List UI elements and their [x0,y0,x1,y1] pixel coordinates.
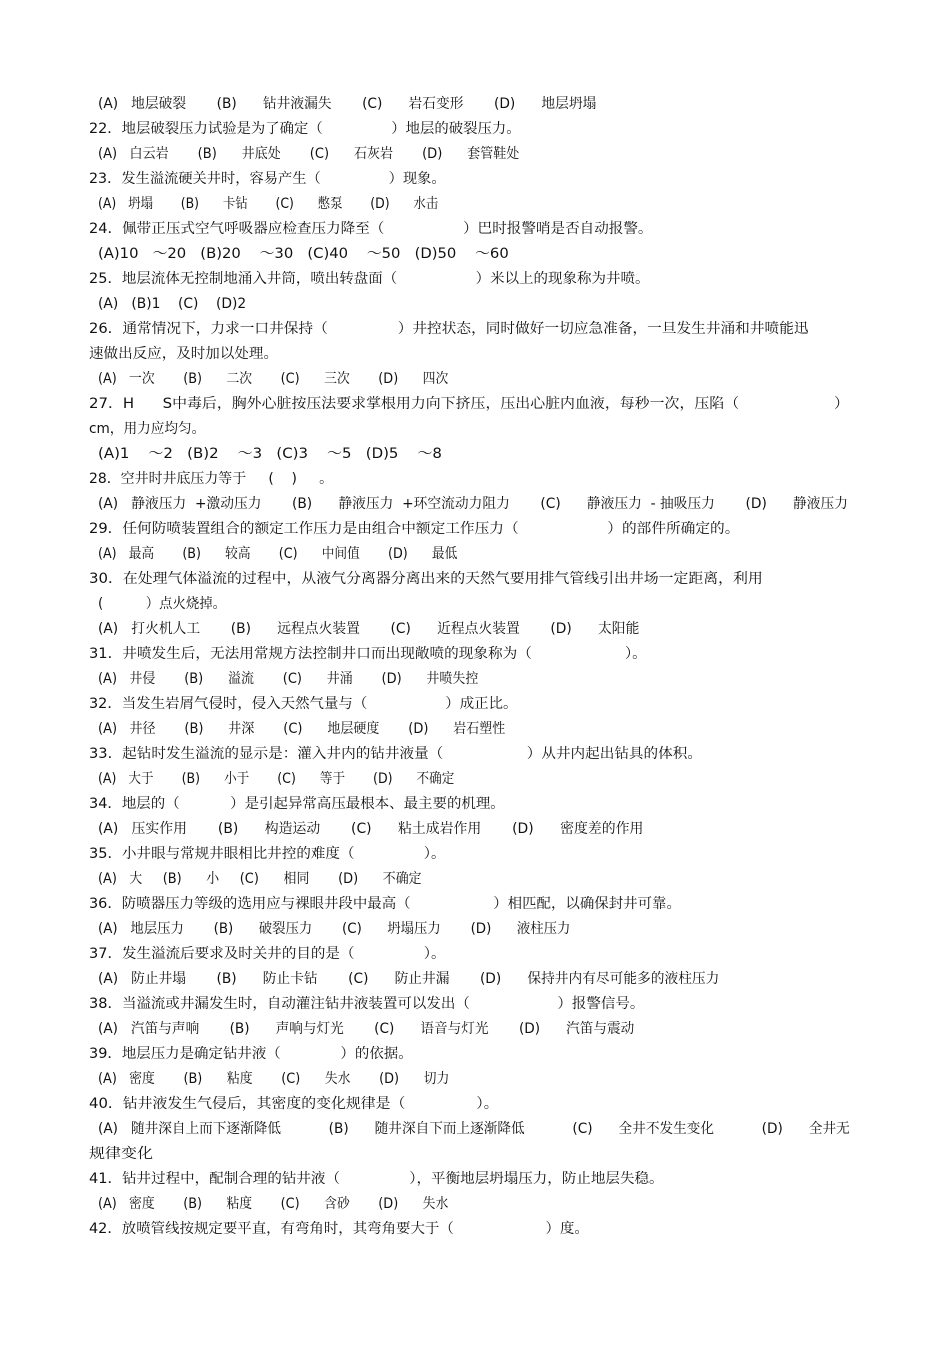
answer-options: (A) 压实作用 (B) 构造运动 (C) 粘土成岩作用 (D) 密度差的作用 [98,821,644,837]
question-text: 37．发生溢流后要求及时关井的目的是（ ）。 [89,946,446,962]
answer-options: (A) 大 (B) 小 (C) 相同 (D) 不确定 [98,871,422,887]
answer-options: (A) 井侵 (B) 溢流 (C) 井涌 (D) 井喷失控 [98,671,479,687]
question-text: 34．地层的（ ）是引起异常高压最根本、最主要的机理。 [89,796,505,812]
question-text: 41．钻井过程中，配制合理的钻井液（ ），平衡地层坍塌压力，防止地层失稳。 [89,1171,664,1187]
answer-options: (A) 一次 (B) 二次 (C) 三次 (D) 四次 [98,371,449,387]
question-text: 29．任何防喷装置组合的额定工作压力是由组合中额定工作压力（ ）的部件所确定的。 [89,521,740,537]
answer-options: (A)10 ～20 (B)20 ～30 (C)40 ～50 (D)50 ～60 [98,246,509,262]
question-text: 28．空井时井底压力等于 ( ) 。 [89,471,334,487]
answer-options: (A) 打火机人工 (B) 远程点火装置 (C) 近程点火装置 (D) 太阳能 [98,621,640,637]
answer-options: (A) 大于 (B) 小于 (C) 等于 (D) 不确定 [98,771,455,787]
question-text: 24．佩带正压式空气呼吸器应检查压力降至（ ）巴时报警哨是否自动报警。 [89,221,653,237]
question-text: cm，用力应均匀。 [89,421,206,437]
answer-options: (A) 地层破裂 (B) 钻井液漏失 (C) 岩石变形 (D) 地层坍塌 [98,96,597,112]
answer-options: (A) 地层压力 (B) 破裂压力 (C) 坍塌压力 (D) 液柱压力 [98,921,571,937]
question-text: 规律变化 [89,1146,153,1162]
answer-options: (A) 密度 (B) 粘度 (C) 失水 (D) 切力 [98,1071,450,1087]
question-text: 25．地层流体无控制地涌入井筒，喷出转盘面（ ）米以上的现象称为井喷。 [89,271,650,287]
answer-options: ( ）点火烧掉。 [98,596,226,612]
question-text: 26．通常情况下，力求一口井保持（ ）井控状态，同时做好一切应急准备，一旦发生井涌和井喷能迅 [89,321,809,337]
question-text: 速做出反应，及时加以处理。 [89,346,278,362]
answer-options: (A) 汽笛与声响 (B) 声响与灯光 (C) 语音与灯光 (D) 汽笛与震动 [98,1021,635,1037]
question-text: 36．防喷器压力等级的选用应与裸眼井段中最高（ ）相匹配，以确保封井可靠。 [89,896,681,912]
answer-options: (A) 井径 (B) 井深 (C) 地层硬度 (D) 岩石塑性 [98,721,506,737]
question-text: 42．放喷管线按规定要平直，有弯角时，其弯角要大于（ ）度。 [89,1221,589,1237]
answer-options: (A) 防止井塌 (B) 防止卡钻 (C) 防止井漏 (D) 保持井内有尽可能多的液柱压力 [98,971,720,987]
answer-options: (A) 白云岩 (B) 井底处 (C) 石灰岩 (D) 套管鞋处 [98,146,520,162]
question-text: 27．H S中毒后，胸外心脏按压法要求掌根用力向下挤压，压出心脏内血液，每秒一次，压陷（ ） [89,396,849,412]
answer-options: (A) 静液压力 +激动压力 (B) 静液压力 +环空流动力阻力 (C) 静液压力 - 抽吸压力 (D) 静液压力 [98,496,849,512]
answer-options: (A) 最高 (B) 较高 (C) 中间值 (D) 最低 [98,546,458,562]
answer-options: (A) 密度 (B) 粘度 (C) 含砂 (D) 失水 [98,1196,449,1212]
answer-options: (A) 坍塌 (B) 卡钻 (C) 憋泵 (D) 水击 [98,196,439,212]
question-text: 33．起钻时发生溢流的显示是：灌入井内的钻井液量（ ）从井内起出钻具的体积。 [89,746,702,762]
question-text: 35．小井眼与常规井眼相比井控的难度（ ）。 [89,846,446,862]
question-text: 30．在处理气体溢流的过程中，从液气分离器分离出来的天然气要用排气管线引出井场一定距离，利用 [89,571,763,587]
question-text: 40．钻井液发生气侵后，其密度的变化规律是（ ）。 [89,1096,499,1112]
question-text: 39．地层压力是确定钻井液（ ）的依据。 [89,1046,413,1062]
question-text: 23．发生溢流硬关井时，容易产生（ ）现象。 [89,171,446,187]
question-text: 38．当溢流或井漏发生时，自动灌注钻井液装置可以发出（ ）报警信号。 [89,996,645,1012]
question-text: 32．当发生岩屑气侵时，侵入天然气量与（ ）成正比。 [89,696,518,712]
question-text: 22．地层破裂压力试验是为了确定（ ）地层的破裂压力。 [89,121,521,137]
answer-options: (A) (B)1 (C) (D)2 [98,296,247,312]
answer-options: (A) 随井深自上而下逐渐降低 (B) 随井深自下而上逐渐降低 (C) 全井不发生变化 (D) 全井无 [98,1121,850,1137]
answer-options: (A)1 ～2 (B)2 ～3 (C)3 ～5 (D)5 ～8 [98,446,442,462]
question-text: 31．井喷发生后，无法用常规方法控制井口而出现敞喷的现象称为（ ）。 [89,646,647,662]
